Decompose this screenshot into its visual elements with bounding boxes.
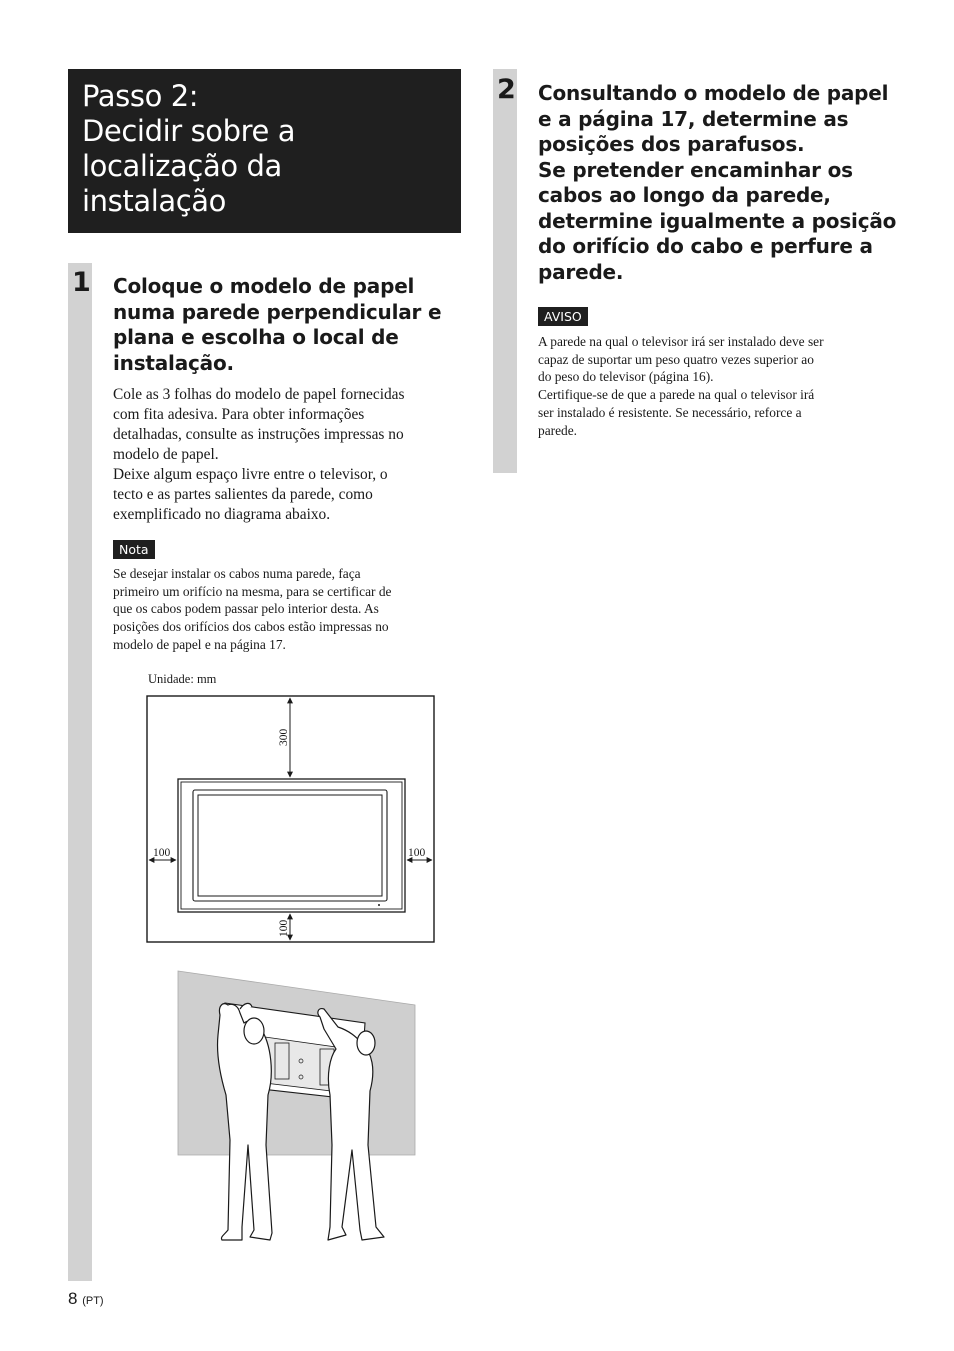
step2-warning [538,333,898,439]
warning-label: AVISO [538,307,588,326]
step1-number: 1 [72,267,91,298]
note-line: modelo de papel e na página 17. [113,636,286,652]
step1-note [113,565,458,654]
warning-line: ser instalado é resistente. Se necessário, reforce a [538,404,802,420]
tv-outer-frame [178,779,405,912]
note-label: Nota [113,540,155,559]
bottom-clearance-label: 100 [278,919,290,937]
tv-screen-inner [198,795,382,896]
section-title [68,69,461,233]
heading-line: determine igualmente a posição [538,208,897,233]
step1-heading [113,274,458,376]
title-line: Passo 2: [82,79,199,113]
tv-screen-outer [193,790,387,901]
left-clearance-label: 100 [153,847,171,859]
heading-line: cabos ao longo da parede, [538,183,831,207]
tv-indicator [378,904,380,906]
warning-line: capaz de suportar um peso quatro vezes superior ao [538,351,814,367]
body-line: exemplificado no diagrama abaixo. [113,506,331,523]
body-line: detalhadas, consulte as instruções impressas no [113,426,404,443]
warning-line: Certifique-se de que a parede na qual o televisor irá [538,387,815,403]
step2-side-bar [493,69,517,473]
heading-line: parede. [538,259,624,284]
unit-label: Unidade: mm [148,672,217,686]
body-line: modelo de papel. [113,446,219,463]
title-line: localização da [82,149,282,183]
warning-line: do peso do televisor (página 16). [538,369,714,385]
heading-line: e a página 17, determine as [538,106,849,131]
warning-line: A parede na qual o televisor irá ser instalado deve ser [538,334,824,349]
step2-heading [538,81,898,285]
page-number-value: 8 [68,1289,78,1308]
top-clearance-label: 300 [278,728,290,746]
note-line: primeiro um orifício na mesma, para se certificar de [113,583,392,599]
title-line: Decidir sobre a [82,114,296,148]
step1-side-bar [68,263,92,1281]
step2-number: 2 [497,74,516,105]
heading-line: instalação. [113,350,234,375]
step1-body [113,385,458,525]
heading-line: posições dos parafusos. [538,132,805,156]
heading-line: plana e escolha o local de [113,325,399,349]
heading-line: Coloque o modelo de papel [113,274,415,298]
heading-line: Consultando o modelo de papel [538,81,889,105]
body-line: tecto e as partes salientes da parede, como [113,486,373,503]
heading-line: do orifício do cabo e perfure a [538,234,873,258]
installation-illustration [170,965,420,1247]
note-line: que os cabos podem passar pelo interior desta. As [113,601,379,617]
page-language: (PT) [82,1295,104,1307]
warning-line: parede. [538,422,578,438]
clearance-diagram [140,690,440,948]
body-line: Deixe algum espaço livre entre o televisor, o [113,466,388,483]
body-line: com fita adesiva. Para obter informações [113,406,365,423]
heading-line: numa parede perpendicular e [113,299,442,324]
note-line: Se desejar instalar os cabos numa parede, faça [113,566,361,581]
heading-line: Se pretender encaminhar os [538,157,853,182]
title-line: instalação [82,184,226,218]
right-clearance-label: 100 [408,847,426,859]
page-number [68,1289,104,1309]
tv-bezel [181,782,402,909]
note-line: posições dos orifícios dos cabos estão impressas no [113,619,389,635]
body-line: Cole as 3 folhas do modelo de papel fornecidas [113,386,405,403]
